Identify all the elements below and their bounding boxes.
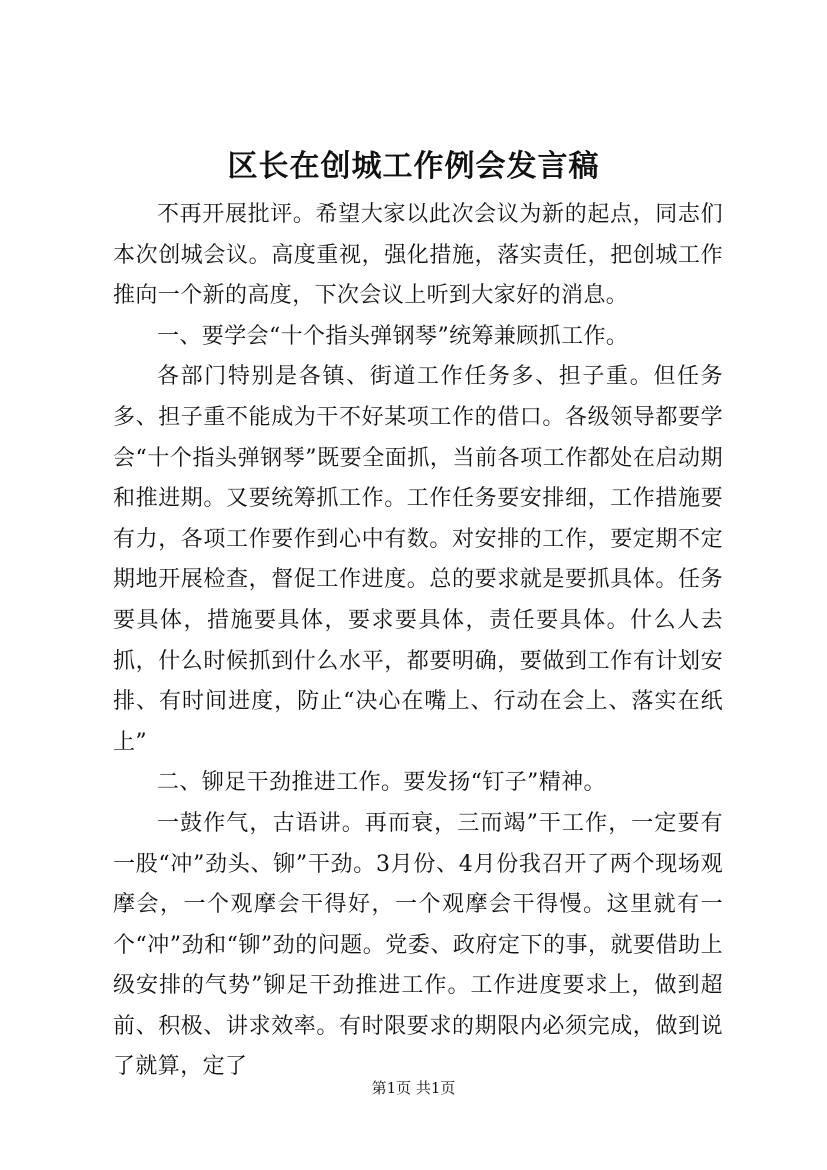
document-body — [113, 195, 723, 1088]
section-heading-1: 一、要学会“十个指头弹钢琴”统筹兼顾抓工作。 — [157, 323, 629, 349]
section-heading-2: 二、铆足干劲推进工作。要发扬“钉子”精神。 — [157, 770, 606, 796]
paragraph-2: 各部门特别是各镇、街道工作任务多、担子重。但任务多、担子重不能成为干不好某项工作的借口。各级领导都要学会“十个指头弹钢琴”既要全面抓，当前各项工作都处在启动期和推进期。又要统筹抓工作。工作任务要安排细，工作措施要有力，各项工作要作到心中有数。对安排的工作，要定期不定期地开展检查，督促工作进度。总的要求就是要抓具体。任务要具体，措施要具体，要求要具体，责任要具体。什么人去抓，什么时候抓到什么水平，都要明确，要做到工作有计划安排、有时间进度，防止“决心在嘴上、行动在会上、落实在纸上” — [113, 364, 723, 755]
paragraph-3: 一鼓作气，古语讲。再而衰，三而竭”干工作，一定要有一股“冲”劲头、铆”干劲。3月份、4月份我召开了两个现场观摩会，一个观摩会干得好，一个观摩会干得慢。这里就有一个“冲”劲和“铆”劲的问题。党委、政府定下的事，就要借助上级安排的气势”铆足干劲推进工作。工作进度要求上，做到超前、积极、讲求效率。有时限要求的期限内必须完成，做到说了就算，定了 — [113, 810, 723, 1080]
page-number-footer: 第1页 共1页 — [371, 1079, 456, 1097]
paragraph-1: 不再开展批评。希望大家以此次会议为新的起点，同志们本次创城会议。高度重视，强化措施，落实责任，把创城工作推向一个新的高度，下次会议上听到大家好的消息。 — [113, 202, 723, 309]
document-title: 区长在创城工作例会发言稿 — [227, 149, 600, 184]
